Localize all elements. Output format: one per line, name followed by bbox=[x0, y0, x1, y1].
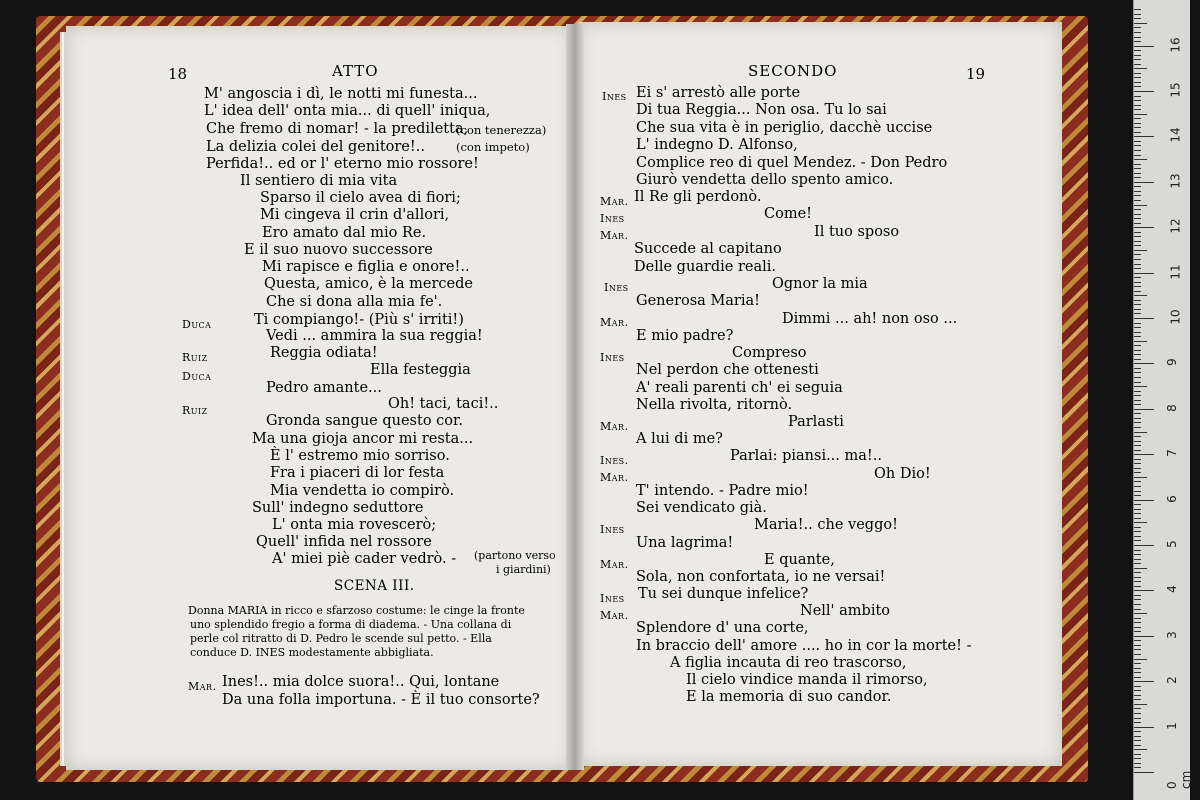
ruler-tick bbox=[1134, 736, 1141, 737]
verse-line: Oh! taci, taci!.. bbox=[388, 396, 499, 412]
ruler-tick bbox=[1134, 545, 1154, 546]
ruler-tick bbox=[1134, 55, 1141, 56]
ruler-tick bbox=[1134, 304, 1141, 305]
speaker-label: Duca bbox=[182, 370, 212, 383]
ruler-tick bbox=[1134, 654, 1141, 655]
verse-line: Ella festeggia bbox=[370, 362, 471, 378]
speaker-label: Mar. bbox=[600, 229, 629, 242]
ruler-tick bbox=[1134, 631, 1141, 632]
ruler-tick bbox=[1134, 168, 1141, 169]
verse-line: Dimmi ... ah! non oso ... bbox=[782, 311, 958, 327]
verse-line: Mi cingeva il crin d'allori, bbox=[260, 207, 450, 223]
verse-line: Succede al capitano bbox=[634, 241, 782, 257]
ruler-tick bbox=[1134, 540, 1141, 541]
ruler-tick bbox=[1134, 404, 1141, 405]
ruler-tick bbox=[1134, 708, 1141, 709]
verse-line: L' indegno D. Alfonso, bbox=[636, 137, 798, 153]
ruler-tick bbox=[1134, 132, 1141, 133]
ruler-tick bbox=[1134, 145, 1141, 146]
speaker-label: Mar. bbox=[600, 609, 629, 622]
ruler-tick bbox=[1134, 141, 1141, 142]
ruler-tick bbox=[1134, 513, 1141, 514]
ruler-tick bbox=[1134, 713, 1141, 714]
ruler-tick bbox=[1134, 527, 1141, 528]
verse-line: Sparso il cielo avea di fiori; bbox=[260, 190, 461, 206]
ruler-tick bbox=[1134, 114, 1147, 115]
ruler-tick bbox=[1134, 127, 1141, 128]
ruler-tick bbox=[1134, 46, 1154, 47]
speaker-label: Mar. bbox=[600, 316, 629, 329]
verse-line: Delle guardie reali. bbox=[634, 259, 777, 275]
ruler-tick bbox=[1134, 195, 1141, 196]
ruler-tick bbox=[1134, 245, 1141, 246]
ruler-tick bbox=[1134, 550, 1141, 551]
verse-line: E la memoria di suo candor. bbox=[686, 689, 892, 705]
ruler-tick bbox=[1134, 577, 1141, 578]
ruler-tick bbox=[1134, 341, 1147, 342]
verse-line: Quell' infida nel rossore bbox=[256, 534, 432, 550]
verse-line: E il suo nuovo successore bbox=[244, 242, 433, 258]
verse-line: A' miei piè cader vedrò. - bbox=[272, 551, 457, 567]
ruler-label: 16 bbox=[1168, 36, 1183, 53]
speaker-label: Mar. bbox=[600, 420, 629, 433]
verse-line: Parlasti bbox=[788, 414, 844, 430]
ruler-tick bbox=[1134, 391, 1141, 392]
ruler-tick bbox=[1134, 382, 1141, 383]
ruler-tick bbox=[1134, 504, 1141, 505]
ruler-label: 8 bbox=[1164, 403, 1179, 412]
ruler-label: 9 bbox=[1164, 358, 1179, 367]
ruler-label: 4 bbox=[1164, 585, 1179, 594]
verse-line: Maria!.. che veggo! bbox=[754, 517, 898, 533]
verse-line: M' angoscia i dì, le notti mi funesta... bbox=[204, 86, 478, 102]
verse-line: Nella rivolta, ritornò. bbox=[636, 397, 793, 413]
ruler-tick bbox=[1134, 273, 1154, 274]
ruler-tick bbox=[1134, 91, 1154, 92]
ruler-tick bbox=[1134, 300, 1141, 301]
ruler-label: 7 bbox=[1164, 449, 1179, 458]
ruler-tick bbox=[1134, 554, 1141, 555]
ruler-tick bbox=[1134, 486, 1141, 487]
ruler-tick bbox=[1134, 604, 1141, 605]
ruler-tick bbox=[1134, 409, 1154, 410]
ruler-label: 6 bbox=[1164, 494, 1179, 503]
ruler-tick bbox=[1134, 318, 1154, 319]
ruler-label: 12 bbox=[1168, 218, 1183, 234]
verse-line: Vedi ... ammira la sua reggia! bbox=[266, 328, 483, 344]
ruler-tick bbox=[1134, 495, 1141, 496]
ruler-tick bbox=[1134, 509, 1141, 510]
ruler-tick bbox=[1134, 758, 1141, 759]
verse-line: T' intendo. - Padre mio! bbox=[636, 483, 809, 499]
verse-line: Ognor la mia bbox=[772, 276, 868, 292]
verse-line: Generosa Maria! bbox=[636, 293, 760, 309]
verse-line: A figlia incauta di reo trascorso, bbox=[670, 655, 907, 671]
verse-line: E mio padre? bbox=[636, 328, 734, 344]
ruler-tick bbox=[1134, 345, 1141, 346]
ruler-tick bbox=[1134, 686, 1141, 687]
verse-line: Questa, amico, è la mercede bbox=[264, 276, 473, 292]
ruler-tick bbox=[1134, 354, 1141, 355]
ruler-tick bbox=[1134, 740, 1141, 741]
ruler-tick bbox=[1134, 649, 1141, 650]
ruler-tick bbox=[1134, 332, 1141, 333]
verse-line: Come! bbox=[764, 206, 812, 222]
ruler-tick bbox=[1134, 363, 1154, 364]
ruler-tick bbox=[1134, 232, 1141, 233]
ruler-tick bbox=[1134, 432, 1147, 433]
running-head-left: ATTO bbox=[332, 62, 379, 80]
ruler-tick bbox=[1134, 277, 1141, 278]
ruler-tick bbox=[1134, 609, 1141, 610]
ruler-tick bbox=[1134, 767, 1141, 768]
ruler-tick bbox=[1134, 218, 1141, 219]
ruler-tick bbox=[1134, 214, 1141, 215]
ruler-tick bbox=[1134, 418, 1141, 419]
stage-direction: i giardini) bbox=[496, 563, 551, 576]
ruler-tick bbox=[1134, 286, 1141, 287]
verse-line: Una lagrima! bbox=[636, 535, 734, 551]
speaker-label: Ines bbox=[600, 592, 625, 605]
ruler-tick bbox=[1134, 572, 1141, 573]
verse-line: Ines!.. mia dolce suora!.. Qui, lontane bbox=[222, 674, 500, 690]
ruler-tick bbox=[1134, 668, 1141, 669]
scene-description-line: Donna MARIA in ricco e sfarzoso costume: le cinge la fronte bbox=[188, 604, 525, 617]
verse-line: Oh Dio! bbox=[874, 466, 931, 482]
ruler-tick bbox=[1134, 182, 1154, 183]
ruler-tick bbox=[1134, 37, 1141, 38]
scene-description-line: perle col ritratto di D. Pedro le scende sul petto. - Ella bbox=[190, 632, 492, 645]
ruler-tick bbox=[1134, 223, 1141, 224]
ruler-tick bbox=[1134, 718, 1141, 719]
ruler-tick bbox=[1134, 18, 1141, 19]
verse-line: Pedro amante... bbox=[266, 380, 382, 396]
ruler-label: 14 bbox=[1168, 127, 1183, 144]
stage-direction: (con impeto) bbox=[456, 140, 530, 154]
ruler-tick bbox=[1134, 745, 1141, 746]
page-number-left: 18 bbox=[168, 65, 188, 83]
verse-line: Giurò vendetta dello spento amico. bbox=[636, 172, 894, 188]
ruler-tick bbox=[1134, 327, 1141, 328]
speaker-label: Ines bbox=[600, 212, 625, 225]
verse-line: Parlai: piansi... ma!.. bbox=[730, 448, 882, 464]
book-gutter bbox=[566, 24, 584, 770]
ruler-tick bbox=[1134, 50, 1141, 51]
verse-line: Che si dona alla mia fe'. bbox=[266, 294, 443, 310]
verse-line: Il cielo vindice manda il rimorso, bbox=[686, 672, 928, 688]
ruler-tick bbox=[1134, 368, 1141, 369]
verse-line: Fra i piaceri di lor festa bbox=[270, 465, 445, 481]
stage-direction: (partono verso bbox=[474, 549, 556, 562]
verse-line: Nel perdon che ottenesti bbox=[636, 362, 819, 378]
verse-line: Il tuo sposo bbox=[814, 224, 900, 240]
ruler-tick bbox=[1134, 105, 1141, 106]
ruler-tick bbox=[1134, 191, 1141, 192]
ruler-tick bbox=[1134, 282, 1141, 283]
ruler-tick bbox=[1134, 100, 1141, 101]
ruler-tick bbox=[1134, 731, 1141, 732]
verse-line: Il Re gli perdonò. bbox=[634, 189, 762, 205]
ruler-tick bbox=[1134, 491, 1141, 492]
ruler-tick bbox=[1134, 481, 1141, 482]
verse-line: L' onta mia rovescerò; bbox=[272, 517, 437, 533]
ruler-tick bbox=[1134, 123, 1141, 124]
ruler-tick bbox=[1134, 27, 1141, 28]
ruler-tick bbox=[1134, 422, 1141, 423]
measurement-ruler bbox=[1133, 0, 1193, 800]
verse-line: Complice reo di quel Mendez. - Don Pedro bbox=[636, 155, 948, 171]
ruler-label: 15 bbox=[1168, 82, 1183, 98]
ruler-tick bbox=[1134, 772, 1154, 773]
ruler-tick bbox=[1134, 68, 1147, 69]
verse-line: Mia vendetta io compirò. bbox=[270, 483, 455, 499]
ruler-tick bbox=[1134, 763, 1141, 764]
ruler-tick bbox=[1134, 622, 1141, 623]
ruler-tick bbox=[1134, 350, 1141, 351]
verse-line: Gronda sangue questo cor. bbox=[266, 413, 463, 429]
scene-description-line: uno splendido fregio a forma di diadema. - Una collana di bbox=[190, 618, 512, 631]
ruler-tick bbox=[1134, 581, 1141, 582]
verse-line: Tu sei dunque infelice? bbox=[638, 586, 809, 602]
ruler-tick bbox=[1134, 268, 1141, 269]
ruler-tick bbox=[1134, 359, 1141, 360]
speaker-label: Ines. bbox=[600, 454, 629, 467]
ruler-tick bbox=[1134, 295, 1147, 296]
ruler-tick bbox=[1134, 450, 1141, 451]
ruler-tick bbox=[1134, 695, 1141, 696]
ruler-tick bbox=[1134, 59, 1141, 60]
speaker-label: Mar. bbox=[600, 471, 629, 484]
ruler-tick bbox=[1134, 14, 1141, 15]
ruler-tick bbox=[1134, 377, 1141, 378]
ruler-tick bbox=[1134, 636, 1154, 637]
ruler-label: 3 bbox=[1164, 630, 1179, 639]
ruler-tick bbox=[1134, 395, 1141, 396]
ruler-tick bbox=[1134, 699, 1141, 700]
verse-line: La delizia colei del genitore!.. bbox=[206, 139, 425, 155]
ruler-tick bbox=[1134, 436, 1141, 437]
ruler-tick bbox=[1134, 659, 1147, 660]
ruler-tick bbox=[1134, 82, 1141, 83]
verse-line: È l' estremo mio sorriso. bbox=[270, 448, 450, 464]
ruler-tick bbox=[1134, 441, 1141, 442]
verse-line: Sull' indegno seduttore bbox=[252, 500, 424, 516]
verse-line: E quante, bbox=[764, 552, 835, 568]
page-number-right: 19 bbox=[966, 65, 986, 83]
verse-line: In braccio dell' amore .... ho in cor la morte! - bbox=[636, 638, 972, 654]
ruler-tick bbox=[1134, 627, 1141, 628]
ruler-tick bbox=[1134, 9, 1141, 10]
ruler-tick bbox=[1134, 536, 1141, 537]
ruler-tick bbox=[1134, 77, 1141, 78]
verse-line: Ero amato dal mio Re. bbox=[262, 225, 427, 241]
ruler-tick bbox=[1134, 186, 1141, 187]
ruler-tick bbox=[1134, 23, 1147, 24]
ruler-label: 13 bbox=[1168, 173, 1183, 189]
ruler-tick bbox=[1134, 259, 1141, 260]
ruler-tick bbox=[1134, 313, 1141, 314]
running-head-right: SECONDO bbox=[748, 62, 838, 80]
speaker-label: Mar. bbox=[600, 195, 629, 208]
ruler-tick bbox=[1134, 727, 1154, 728]
speaker-label: Ines bbox=[604, 281, 629, 294]
verse-line: Ma una gioja ancor mi resta... bbox=[252, 431, 474, 447]
speaker-label: Ruiz bbox=[182, 404, 208, 417]
ruler-tick bbox=[1134, 618, 1141, 619]
verse-line: Sei vendicato già. bbox=[636, 500, 767, 516]
ruler-tick bbox=[1134, 749, 1147, 750]
ruler-tick bbox=[1134, 459, 1141, 460]
ruler-label: 1 bbox=[1164, 721, 1179, 730]
speaker-label: Mar. bbox=[188, 680, 217, 693]
verse-line: Mi rapisce e figlia e onore!.. bbox=[262, 259, 470, 275]
ruler-tick bbox=[1134, 64, 1141, 65]
ruler-tick bbox=[1134, 427, 1141, 428]
ruler-tick bbox=[1134, 264, 1141, 265]
ruler-tick bbox=[1134, 468, 1141, 469]
ruler-tick bbox=[1134, 463, 1141, 464]
ruler-tick bbox=[1134, 205, 1147, 206]
ruler-tick bbox=[1134, 336, 1141, 337]
verse-line: Il sentiero di mia vita bbox=[240, 173, 398, 189]
speaker-label: Ines bbox=[600, 523, 625, 536]
ruler-tick bbox=[1134, 254, 1141, 255]
ruler-tick bbox=[1134, 563, 1141, 564]
speaker-label: Duca bbox=[182, 318, 212, 331]
verse-line: Da una folla importuna. - È il tuo consorte? bbox=[222, 692, 540, 708]
ruler-tick bbox=[1134, 568, 1147, 569]
verse-line: Perfida!.. ed or l' eterno mio rossore! bbox=[206, 156, 479, 172]
ruler-label: 2 bbox=[1164, 676, 1179, 685]
ruler-tick bbox=[1134, 155, 1141, 156]
ruler-tick bbox=[1134, 400, 1141, 401]
ruler-tick bbox=[1134, 386, 1147, 387]
verse-line: Nell' ambito bbox=[800, 603, 891, 619]
ruler-tick bbox=[1134, 250, 1147, 251]
ruler-tick bbox=[1134, 164, 1141, 165]
ruler-tick bbox=[1134, 754, 1141, 755]
scene-description-line: conduce D. INES modestamente abbigliata. bbox=[190, 646, 434, 659]
ruler-tick bbox=[1134, 663, 1141, 664]
ruler-tick bbox=[1134, 613, 1147, 614]
ruler-tick bbox=[1134, 209, 1141, 210]
ruler-tick bbox=[1134, 472, 1141, 473]
ruler-tick bbox=[1134, 309, 1141, 310]
verse-line: Compreso bbox=[732, 345, 807, 361]
ruler-tick bbox=[1134, 531, 1141, 532]
ruler-tick bbox=[1134, 645, 1141, 646]
ruler-tick bbox=[1134, 590, 1154, 591]
ruler-tick bbox=[1134, 241, 1141, 242]
verse-line: Di tua Reggia... Non osa. Tu lo sai bbox=[636, 102, 887, 118]
ruler-tick bbox=[1134, 291, 1141, 292]
verse-line: A' reali parenti ch' ei seguia bbox=[636, 380, 843, 396]
speaker-label: Ines bbox=[602, 90, 627, 103]
ruler-tick bbox=[1134, 522, 1147, 523]
ruler-label: 10 bbox=[1168, 309, 1183, 325]
ruler-tick bbox=[1134, 599, 1141, 600]
ruler-tick bbox=[1134, 704, 1147, 705]
speaker-label: Mar. bbox=[600, 558, 629, 571]
ruler-tick bbox=[1134, 159, 1147, 160]
ruler-tick bbox=[1134, 323, 1141, 324]
ruler-tick bbox=[1134, 109, 1141, 110]
ruler-tick bbox=[1134, 595, 1141, 596]
ruler-tick bbox=[1134, 86, 1141, 87]
speaker-label: Ines bbox=[600, 351, 625, 364]
verse-line: Che fremo di nomar! - la prediletta, bbox=[206, 121, 469, 137]
speaker-label: Ruiz bbox=[182, 351, 208, 364]
ruler-label: 5 bbox=[1164, 540, 1179, 548]
ruler-tick bbox=[1134, 477, 1147, 478]
ruler-tick bbox=[1134, 445, 1141, 446]
verse-line: Ei s' arrestò alle porte bbox=[636, 85, 801, 101]
ruler-tick bbox=[1134, 500, 1154, 501]
ruler-tick bbox=[1134, 118, 1141, 119]
ruler-tick bbox=[1134, 372, 1141, 373]
ruler-label: 0 cm bbox=[1165, 770, 1193, 789]
verse-line: Sola, non confortata, io ne versai! bbox=[636, 569, 886, 585]
ruler-tick bbox=[1134, 200, 1141, 201]
verse-line: Splendore d' una corte, bbox=[636, 620, 809, 636]
ruler-tick bbox=[1134, 672, 1141, 673]
ruler-tick bbox=[1134, 681, 1154, 682]
ruler-tick bbox=[1134, 413, 1141, 414]
ruler-tick bbox=[1134, 173, 1141, 174]
verse-line: Che sua vita è in periglio, dacchè uccise bbox=[636, 120, 933, 136]
verse-line: L' idea dell' onta mia... di quell' iniqua, bbox=[204, 103, 491, 119]
ruler-label: 11 bbox=[1168, 263, 1183, 280]
ruler-tick bbox=[1134, 177, 1141, 178]
ruler-tick bbox=[1134, 586, 1141, 587]
ruler-tick bbox=[1134, 677, 1141, 678]
verse-line: Ti compiango!- (Più s' irriti!) bbox=[254, 312, 464, 328]
ruler-tick bbox=[1134, 150, 1141, 151]
ruler-tick bbox=[1134, 722, 1141, 723]
ruler-tick bbox=[1134, 640, 1141, 641]
ruler-tick bbox=[1134, 136, 1154, 137]
verse-line: A lui di me? bbox=[636, 431, 723, 447]
ruler-tick bbox=[1134, 454, 1154, 455]
ruler-tick bbox=[1134, 96, 1141, 97]
scene-heading: SCENA III. bbox=[334, 578, 415, 594]
verse-line: Reggia odiata! bbox=[270, 345, 378, 361]
ruler-tick bbox=[1134, 227, 1154, 228]
ruler-tick bbox=[1134, 73, 1141, 74]
stage-direction: (con tenerezza) bbox=[456, 123, 547, 137]
ruler-tick bbox=[1134, 690, 1141, 691]
ruler-tick bbox=[1134, 236, 1141, 237]
ruler-tick bbox=[1134, 559, 1141, 560]
ruler-tick bbox=[1134, 41, 1141, 42]
ruler-tick bbox=[1134, 32, 1141, 33]
ruler-tick bbox=[1134, 518, 1141, 519]
